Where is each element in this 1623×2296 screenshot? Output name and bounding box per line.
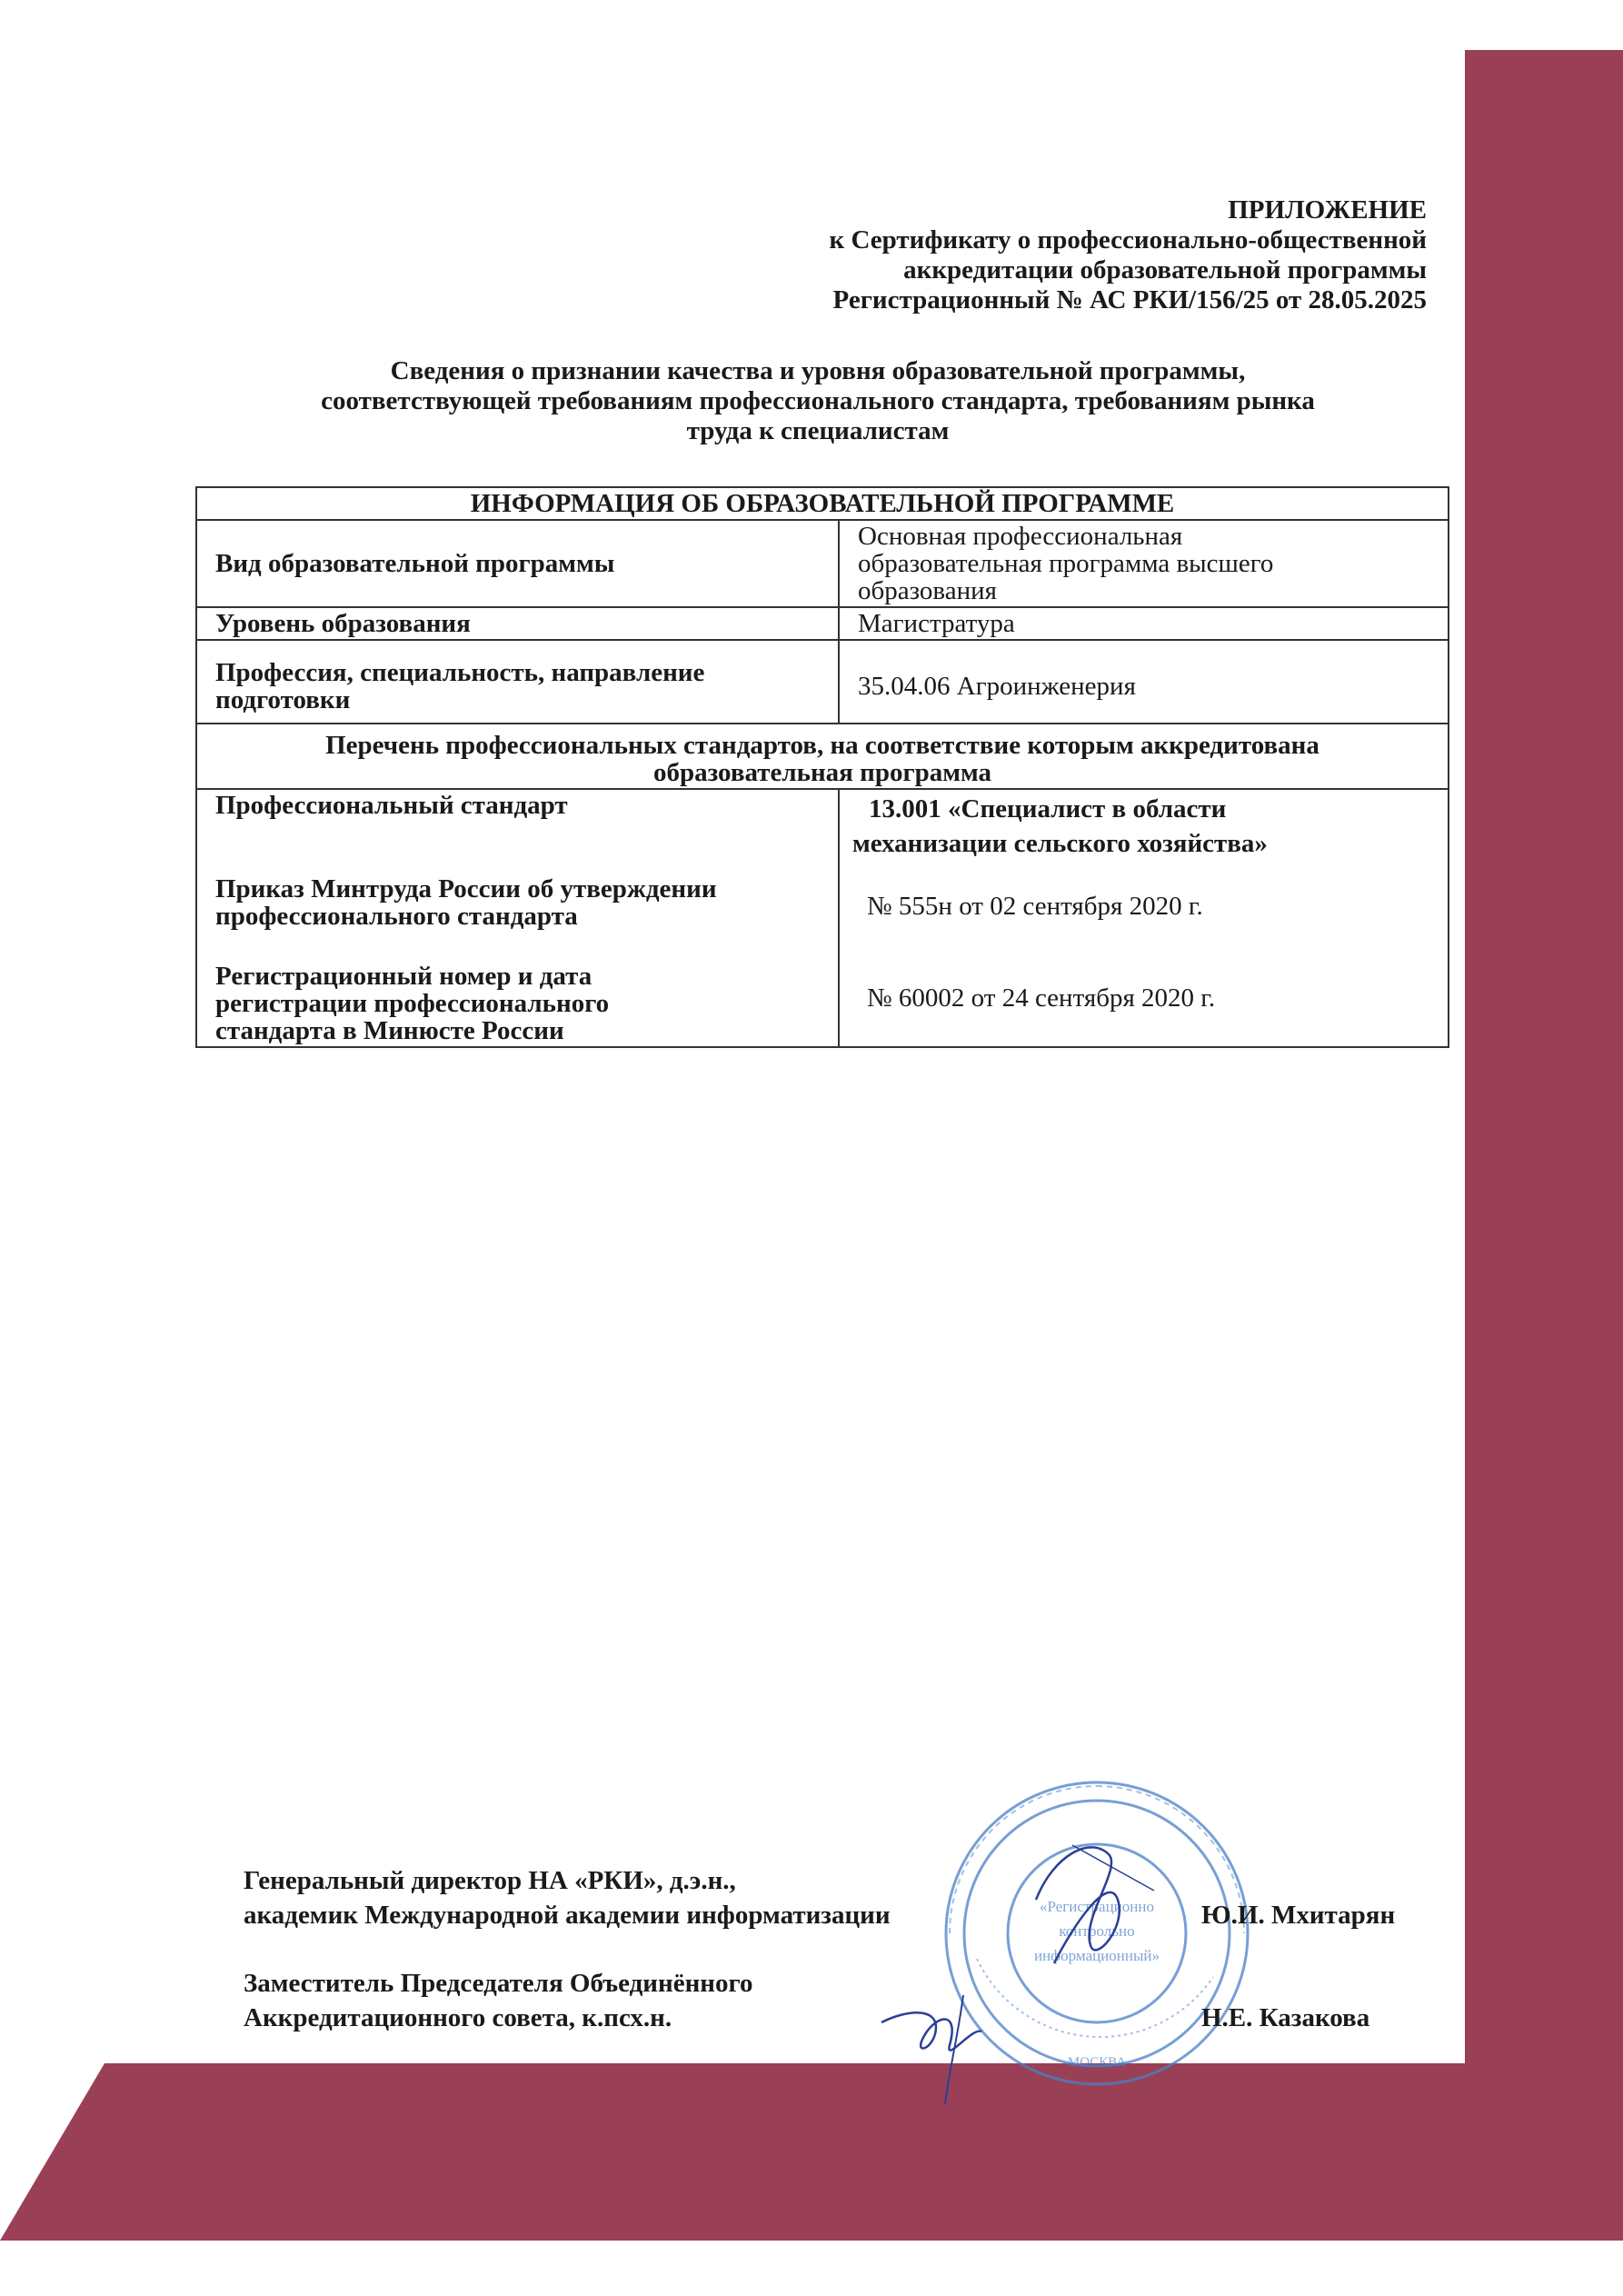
document-title [195,356,1440,446]
program-info-table [195,486,1449,1048]
appendix-registration: Регистрационный № АС РКИ/156/25 от 28.05.2025 [832,285,1427,314]
appendix-title: ПРИЛОЖЕНИЕ [1228,195,1427,225]
table-row [196,607,1449,640]
director-title [244,1863,891,1932]
order-value: № 555н от 02 сентября 2020 г. [839,863,1449,950]
program-type-value [839,520,1449,607]
director-title-line: академик Международной академии информатизации [244,1901,891,1930]
seal-text-line: «Регистрационно [1040,1898,1154,1915]
registration-label-line: регистрации профессионального [215,989,610,1018]
appendix-header [636,195,1427,315]
order-label-line: Приказ Минтруда России об утверждении [215,874,717,903]
program-type-value-line: Основная профессиональная [858,522,1183,551]
prof-standard-value-line: механизации сельского хозяйства» [852,829,1268,858]
prof-standard-label: Профессиональный стандарт [196,789,839,863]
appendix-line-2: аккредитации образовательной программы [903,255,1427,285]
seal-text-bottom: МОСКВА [1067,2055,1127,2070]
prof-standard-value [839,789,1449,863]
document-title-line-1: Сведения о признании качества и уровня образовательной программы, [390,356,1246,385]
order-label-line: профессионального стандарта [215,902,578,931]
deputy-signature [872,1977,1018,2113]
table-row [196,789,1449,863]
director-name: Ю.И. Мхитарян [1201,1901,1396,1930]
prof-standard-value-line: 13.001 «Специалист в области [869,794,1227,824]
seal-text-line: информационный» [1033,1947,1160,1964]
registration-value: № 60002 от 24 сентября 2020 г. [839,950,1449,1047]
registration-label-line: стандарта в Минюсте России [215,1016,564,1045]
table-row [196,863,1449,950]
section-header-standards-line: образовательная программа [652,758,992,787]
education-level-label: Уровень образования [196,607,839,640]
decorative-band-right [1465,50,1623,2236]
deputy-title-line: Заместитель Председателя Объединённого [244,1969,753,1998]
director-title-line: Генеральный директор НА «РКИ», д.э.н., [244,1866,736,1895]
decorative-band-bottom [0,2063,1623,2241]
order-label [196,863,839,950]
specialty-label-line: подготовки [215,685,351,714]
document-title-line-2: соответствующей требованиям профессионального стандарта, требованиям рынка [321,386,1315,415]
specialty-label [196,640,839,724]
deputy-title [244,1966,752,2035]
program-type-label: Вид образовательной программы [196,520,839,607]
deputy-title-line: Аккредитационного совета, к.псх.н. [244,2003,672,2032]
table-row [196,950,1449,1047]
education-level-value: Магистратура [839,607,1449,640]
director-signature [1018,1818,1163,1982]
section-header-program-info: ИНФОРМАЦИЯ ОБ ОБРАЗОВАТЕЛЬНОЙ ПРОГРАММЕ [196,487,1449,520]
appendix-line-1: к Сертификату о профессионально-общественной [829,225,1427,255]
specialty-label-line: Профессия, специальность, направление [215,658,705,687]
section-header-standards-line: Перечень профессиональных стандартов, на соответствие которым аккредитована [325,731,1319,760]
table-row [196,520,1449,607]
deputy-name: Н.Е. Казакова [1201,2003,1370,2032]
specialty-value: 35.04.06 Агроинженерия [839,640,1449,724]
table-row [196,724,1449,789]
page-margin-bottom [0,2241,1623,2296]
document-title-line-3: труда к специалистам [686,416,950,445]
program-type-value-line: образования [858,576,997,605]
registration-label-line: Регистрационный номер и дата [215,962,592,991]
seal-text-line: контрольно [1059,1922,1135,1940]
table-row [196,640,1449,724]
section-header-standards [196,724,1449,789]
program-type-value-line: образовательная программа высшего [858,549,1274,578]
table-row [196,487,1449,520]
registration-label [196,950,839,1047]
